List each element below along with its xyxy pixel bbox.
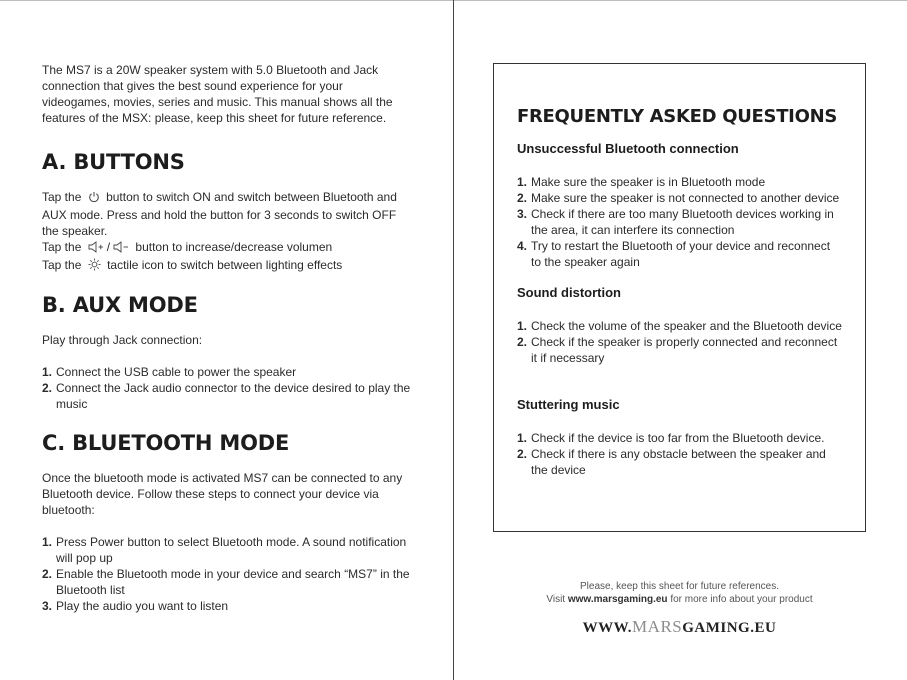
step-text: Bluetooth list <box>56 583 125 597</box>
footer-note: Please, keep this sheet for future references. <box>580 581 779 592</box>
step-text: Enable the Bluetooth mode in your device and search “MS7” in the <box>56 567 410 581</box>
light-pre-text: Tap the <box>42 258 82 272</box>
step-number: 2. <box>42 567 53 581</box>
light-instruction <box>42 257 427 275</box>
answer-text: Make sure the speaker is in Bluetooth mode <box>531 175 766 189</box>
faq-question-title: Sound distortion <box>517 285 621 300</box>
step-number: 2. <box>42 381 53 395</box>
list-item <box>42 566 427 598</box>
volume-down-icon <box>113 241 129 257</box>
volume-post-text: button to increase/decrease volumen <box>135 240 333 254</box>
volume-pre-text: Tap the <box>42 240 82 254</box>
step-number: 1. <box>517 175 528 189</box>
answer-text: it if necessary <box>531 351 605 365</box>
mars-gaming-logo <box>493 617 866 636</box>
list-item <box>517 238 849 270</box>
list-item <box>517 446 849 478</box>
logo-prefix: WWW. <box>582 620 633 636</box>
power-instruction-line3: the speaker. <box>42 224 108 238</box>
step-number: 1. <box>42 535 53 549</box>
faq-answers <box>517 318 849 366</box>
step-number: 3. <box>42 599 53 613</box>
power-post-text: button to switch ON and switch between Bluetooth and <box>106 190 397 204</box>
intro-line: The MS7 is a 20W speaker system with 5.0 Bluetooth and Jack <box>42 63 379 77</box>
bluetooth-text-line: Once the bluetooth mode is activated MS7 can be connected to any <box>42 471 403 485</box>
step-text: Connect the USB cable to power the speaker <box>56 365 297 379</box>
list-item <box>42 534 427 566</box>
logo-mars: MARS <box>632 617 683 636</box>
intro-paragraph <box>42 62 427 126</box>
power-instruction-line2: AUX mode. Press and hold the button for 3 seconds to switch OFF <box>42 208 397 222</box>
list-item <box>517 174 849 190</box>
step-text: Connect the Jack audio connector to the device desired to play the <box>56 381 411 395</box>
faq-heading: FREQUENTLY ASKED QUESTIONS <box>517 106 838 127</box>
list-item <box>517 190 849 206</box>
step-number: 1. <box>517 431 528 445</box>
answer-text: the area, it can interfere its connection <box>531 223 735 237</box>
step-text: Press Power button to select Bluetooth mode. A sound notification <box>56 535 407 549</box>
answer-text: Try to restart the Bluetooth of your device and reconnect <box>531 239 831 253</box>
volume-up-icon <box>88 241 104 257</box>
list-item <box>42 598 427 614</box>
power-pre-text: Tap the <box>42 190 82 204</box>
list-item <box>517 206 849 238</box>
faq-answers <box>517 430 849 478</box>
list-item <box>517 334 849 366</box>
answer-text: Check the volume of the speaker and the Bluetooth device <box>531 319 842 333</box>
logo-suffix: GAMING.EU <box>682 620 777 636</box>
answer-text: Check if there are too many Bluetooth devices working in <box>531 207 834 221</box>
intro-line: features of the MSX: please, keep this sheet for future reference. <box>42 111 387 125</box>
power-icon <box>88 191 100 207</box>
faq-question-title: Stuttering music <box>517 397 620 412</box>
answer-text: to the speaker again <box>531 255 640 269</box>
intro-line: connection that gives the best sound experience for your <box>42 79 343 93</box>
light-post-text: tactile icon to switch between lighting effects <box>107 258 343 272</box>
answer-text: the device <box>531 463 586 477</box>
left-column <box>42 62 427 614</box>
faq-question-title: Unsuccessful Bluetooth connection <box>517 141 739 156</box>
power-instruction <box>42 189 427 207</box>
aux-text: Play through Jack connection: <box>42 333 203 347</box>
page-fold-divider <box>453 0 454 680</box>
volume-instruction <box>42 239 427 257</box>
aux-heading: B. AUX MODE <box>42 293 198 317</box>
list-item <box>42 380 427 412</box>
step-number: 4. <box>517 239 528 253</box>
buttons-heading: A. BUTTONS <box>42 150 185 174</box>
list-item <box>517 318 849 334</box>
answer-text: Check if the device is too far from the Bluetooth device. <box>531 431 825 445</box>
faq-answers <box>517 174 849 270</box>
step-text: Play the audio you want to listen <box>56 599 229 613</box>
step-text: music <box>56 397 88 411</box>
bluetooth-text-line: Bluetooth device. Follow these steps to connect your device via <box>42 487 379 501</box>
step-number: 1. <box>517 319 528 333</box>
volume-separator: / <box>106 240 111 254</box>
aux-steps <box>42 364 427 412</box>
step-text: will pop up <box>56 551 113 565</box>
list-item <box>42 364 427 380</box>
footer-visit-pre: Visit <box>546 594 566 605</box>
answer-text: Check if the speaker is properly connected and reconnect <box>531 335 838 349</box>
faq-box <box>493 63 866 532</box>
light-icon <box>88 258 101 275</box>
bluetooth-text <box>42 470 427 518</box>
website-link[interactable]: www.marsgaming.eu <box>567 594 668 605</box>
footer <box>493 580 866 635</box>
intro-line: videogames, movies, series and music. This manual shows all the <box>42 95 393 109</box>
bluetooth-steps <box>42 534 427 614</box>
list-item <box>517 430 849 446</box>
bluetooth-text-line: bluetooth: <box>42 503 95 517</box>
step-number: 2. <box>517 191 528 205</box>
step-number: 3. <box>517 207 528 221</box>
step-number: 2. <box>517 447 528 461</box>
footer-visit-line <box>493 593 866 606</box>
step-number: 1. <box>42 365 53 379</box>
footer-visit-post: for more info about your product <box>670 594 813 605</box>
answer-text: Make sure the speaker is not connected to another device <box>531 191 840 205</box>
answer-text: Check if there is any obstacle between the speaker and <box>531 447 826 461</box>
buttons-description <box>42 189 427 275</box>
step-number: 2. <box>517 335 528 349</box>
bluetooth-heading: C. BLUETOOTH MODE <box>42 431 290 455</box>
